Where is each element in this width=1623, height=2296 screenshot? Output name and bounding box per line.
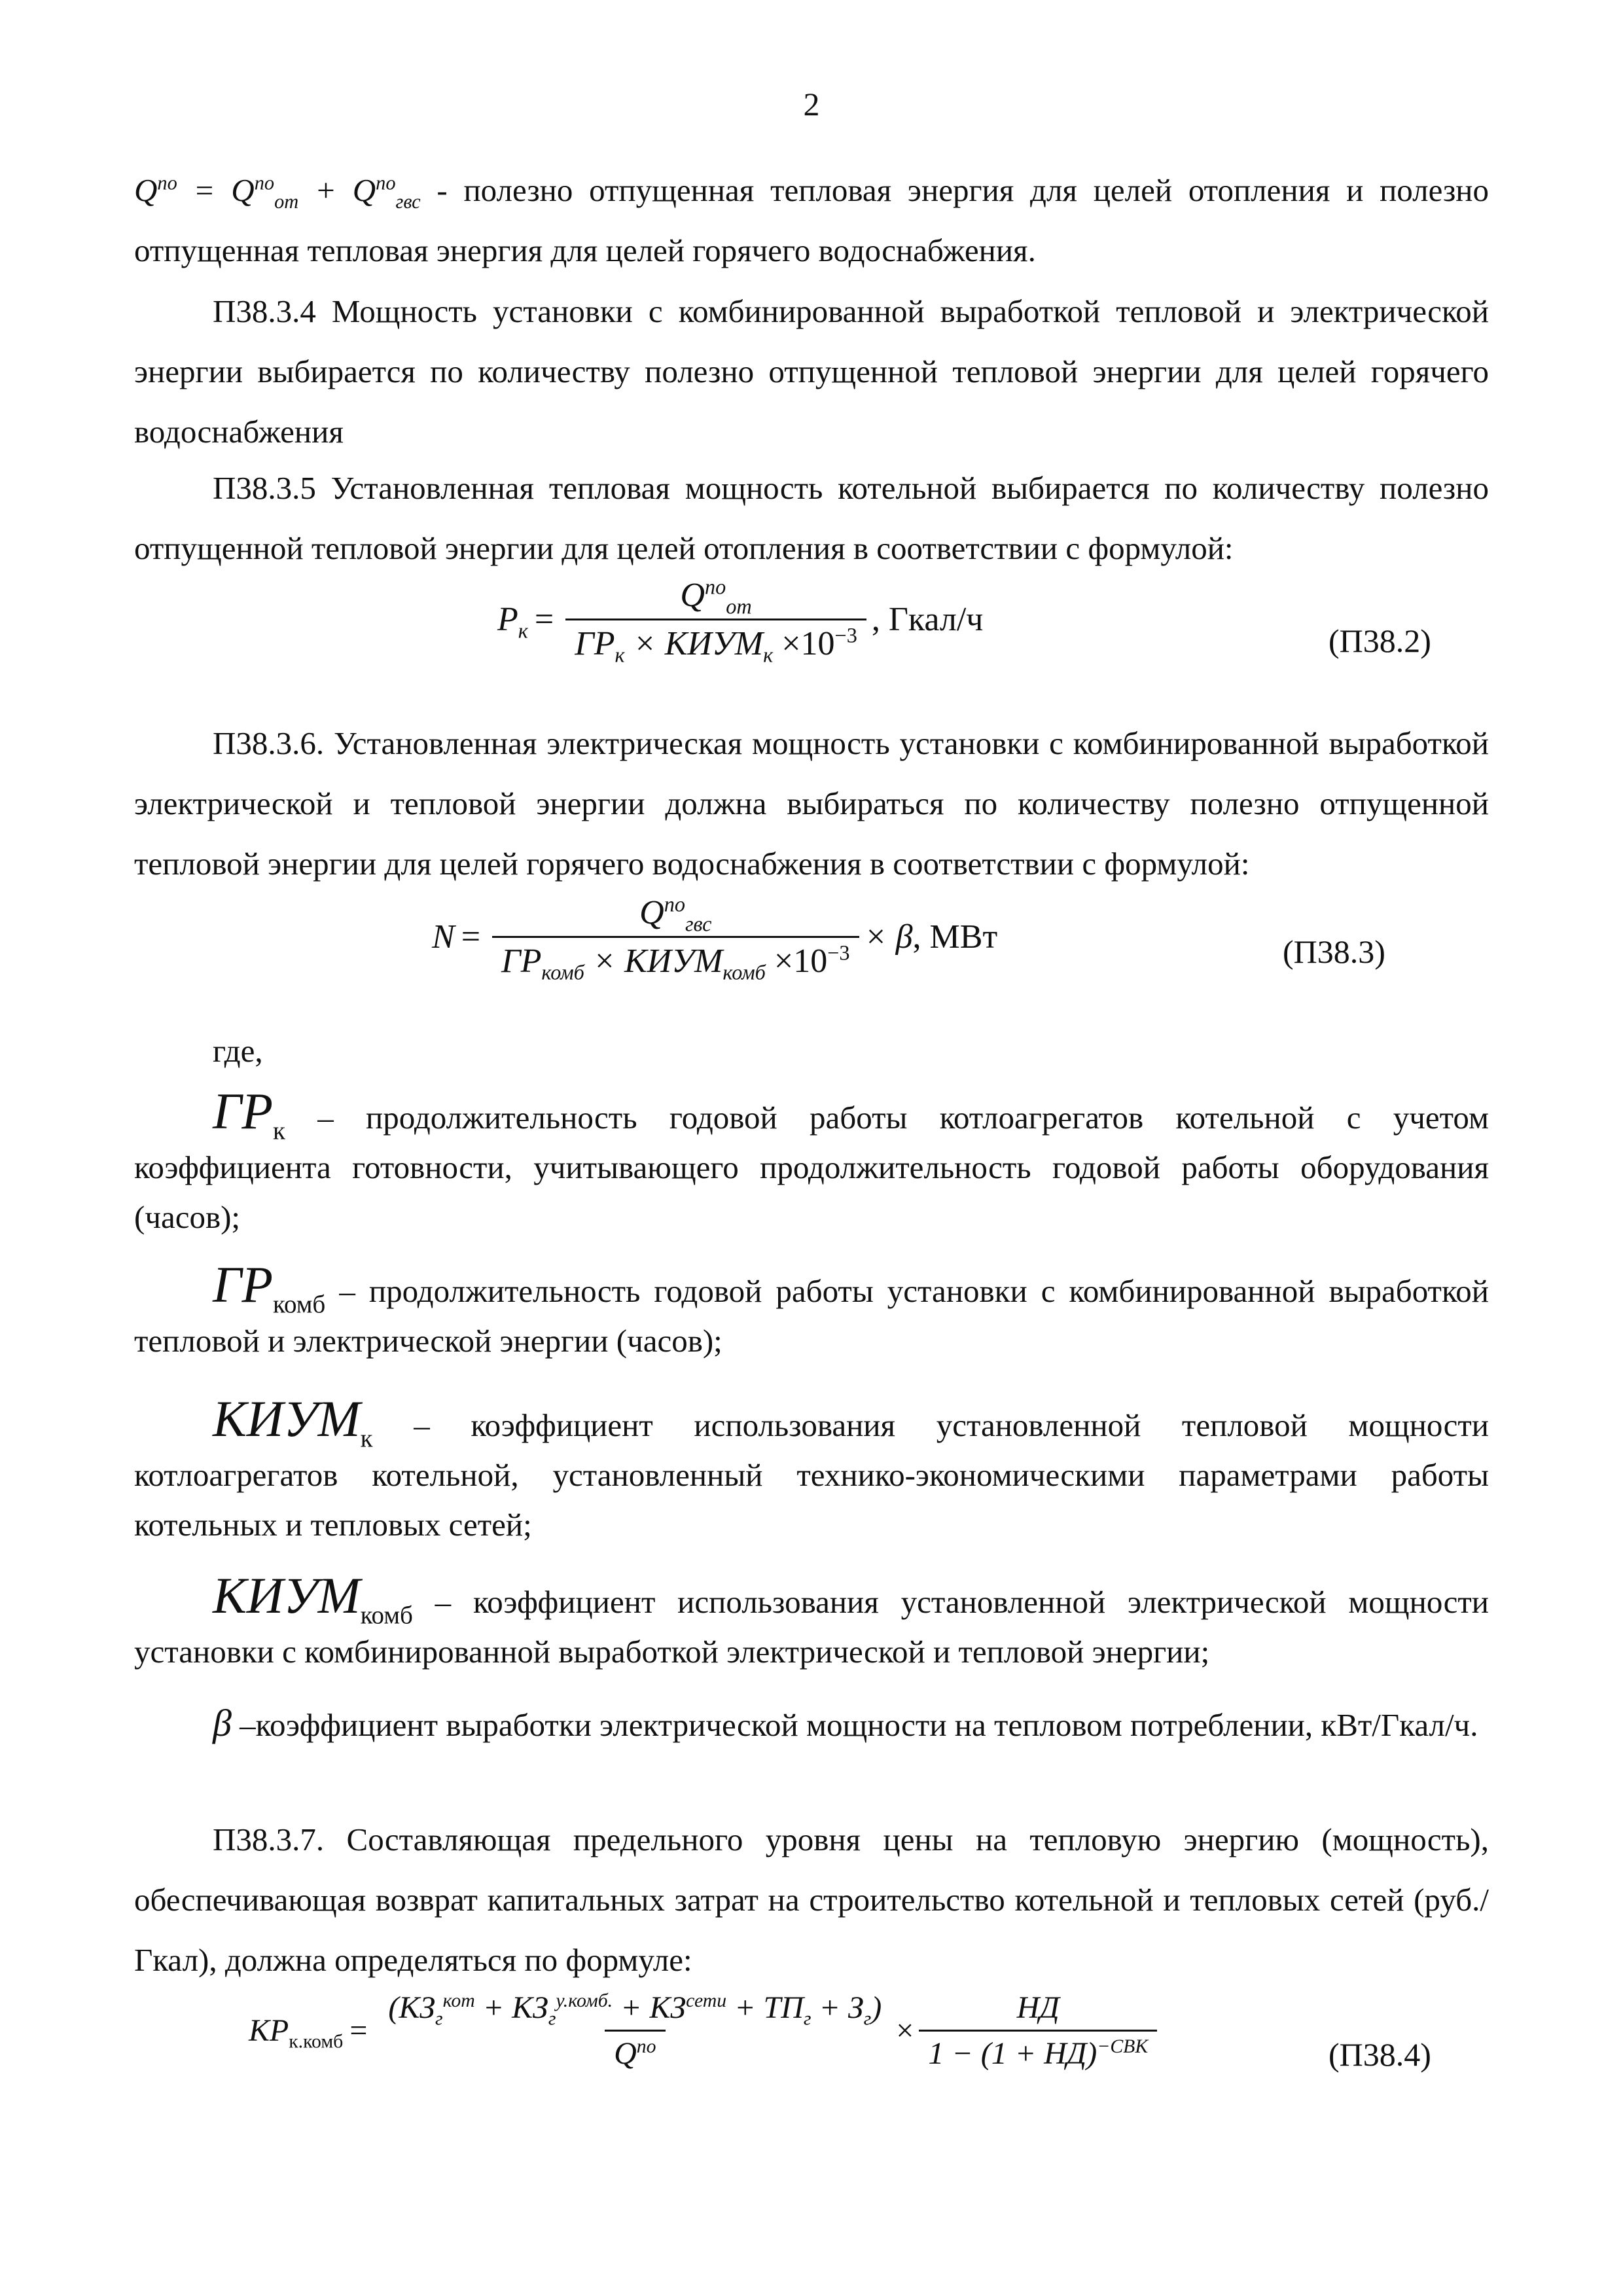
formula-lhs: $КР_{к.комб}$ bbox=[249, 2013, 344, 2053]
where-label: где, bbox=[213, 1033, 263, 1069]
formula-numerator: $Q^{по}_{от}$ bbox=[680, 575, 752, 619]
formula-beta: × β bbox=[864, 918, 913, 956]
definition-symbol: $КИУМ_к$ bbox=[213, 1390, 373, 1453]
formula-lhs: N bbox=[432, 918, 455, 956]
formula-number-p38-3: (П38.3) bbox=[1283, 933, 1385, 970]
formula-numerator-2: НД bbox=[1016, 1990, 1060, 2025]
paragraph-p38-3-4: П38.3.4 Мощность установки с комбинированной выработкой тепловой и электрической энергии выбирается по количеству полезно отпущенной тепловой энергии для целей горячего водоснабжения bbox=[134, 293, 1489, 450]
definition-symbol: β bbox=[213, 1702, 232, 1744]
formula-denominator: $ГР_{комб}$ × $КИУМ_{комб} \times 10^{-3}$ bbox=[492, 936, 859, 980]
formula-unit: , Гкал/ч bbox=[871, 601, 984, 638]
formula-number-p38-2: (П38.2) bbox=[1329, 622, 1431, 659]
formula-p38-4: $КР_{к.комб}$ = $\frac{(КЗ_г^{кот} + КЗ_г^{у.комб.} + КЗ^{сети} + ТП_г + З_г)}{Q^{по}}$ × $\frac{НД}{1 - (1 + НД)^{-СВК}}$ bbox=[249, 1990, 1162, 2072]
paragraph-q-definition bbox=[134, 160, 1489, 281]
formula-p38-3: N = $\frac{Q^{по}_{гвс}}{ГР_{комб} \times КИУМ_{комб} \times 10^{-3}}$ × β , МВт bbox=[432, 892, 998, 984]
formula-unit: , МВт bbox=[912, 918, 998, 956]
formula-p38-2: $P_к$ = $\frac{Q^{по}_{от}}{ГР_к \times КИУМ_к \times 10^{-3}}$ , Гкал/ч bbox=[497, 575, 984, 667]
q-formula-inline: $Q^{по} = Q^{по}_{от} + Q^{по}_{гвс}$ bbox=[134, 171, 421, 213]
page-number: 2 bbox=[803, 86, 820, 122]
formula-denominator-2: 1 − (1 + НД)$^{-СВК}$ bbox=[919, 2030, 1157, 2072]
definition-beta: β –коэффициент выработки электрической мощности на тепловом потреблении, кВт/Гкал/ч. bbox=[213, 1702, 1478, 1744]
formula-numerator: $(КЗ_г^{кот} + КЗ_г^{у.комб.} + КЗ^{сети} + ТП_г + З_г)$ bbox=[388, 1990, 882, 2030]
definition-symbol: $КИУМ_{комб}$ bbox=[213, 1567, 413, 1630]
formula-number-p38-4: (П38.4) bbox=[1329, 2036, 1431, 2073]
paragraph-p38-3-5: П38.3.5 Установленная тепловая мощность котельной выбирается по количеству полезно отпущенной тепловой энергии для целей отопления в соответствии с формулой: bbox=[134, 470, 1489, 566]
formula-denominator: $ГР_к$ × $КИУМ_к \times 10^{-3}$ bbox=[565, 619, 866, 663]
definition-kium-komb: $КИУМ_{комб}$ – коэффициент использования установленной электрической мощности установки с комбинированной выработкой электрической и тепловой энергии; bbox=[134, 1567, 1489, 1670]
paragraph-p38-3-6: П38.3.6. Установленная электрическая мощность установки с комбинированной выработкой электрической и тепловой энергии должна выбираться по количеству полезно отпущенной тепловой энергии для целей горячего водоснабжения в соответствии с формулой: bbox=[134, 725, 1489, 882]
definition-symbol: $ГР_{комб}$ bbox=[213, 1256, 326, 1319]
paragraph-q-text: - полезно отпущенная тепловая энергия для целей отопления и полезно отпущенная тепловая энергия для целей горячего водоснабжения. bbox=[134, 172, 1489, 268]
paragraph-p38-3-7: П38.3.7. Составляющая предельного уровня цены на тепловую энергию (мощность), обеспечивающая возврат капитальных затрат на строительство котельной и тепловых сетей (руб./Гкал), должна определяться по формуле: bbox=[134, 1821, 1489, 1978]
definition-kium-k: $КИУМ_к$ – коэффициент использования установленной тепловой мощности котлоагрегатов котельной, установленный технико-экономическими параметрами работы котельных и тепловых сетей; bbox=[134, 1390, 1489, 1543]
formula-denominator: $Q^{по}$ bbox=[605, 2030, 665, 2072]
definition-gr-komb: $ГР_{комб}$ – продолжительность годовой работы установки с комбинированной выработкой тепловой и электрической энергии (часов); bbox=[134, 1256, 1489, 1359]
definition-gr-k: $ГР_к$ – продолжительность годовой работы котлоагрегатов котельной с учетом коэффициента готовности, учитывающего продолжительность годовой работы оборудования (часов); bbox=[134, 1083, 1489, 1235]
definition-symbol: $ГР_к$ bbox=[213, 1083, 285, 1145]
formula-lhs: $P_к$ bbox=[497, 601, 528, 643]
formula-numerator: $Q^{по}_{гвс}$ bbox=[639, 892, 712, 936]
